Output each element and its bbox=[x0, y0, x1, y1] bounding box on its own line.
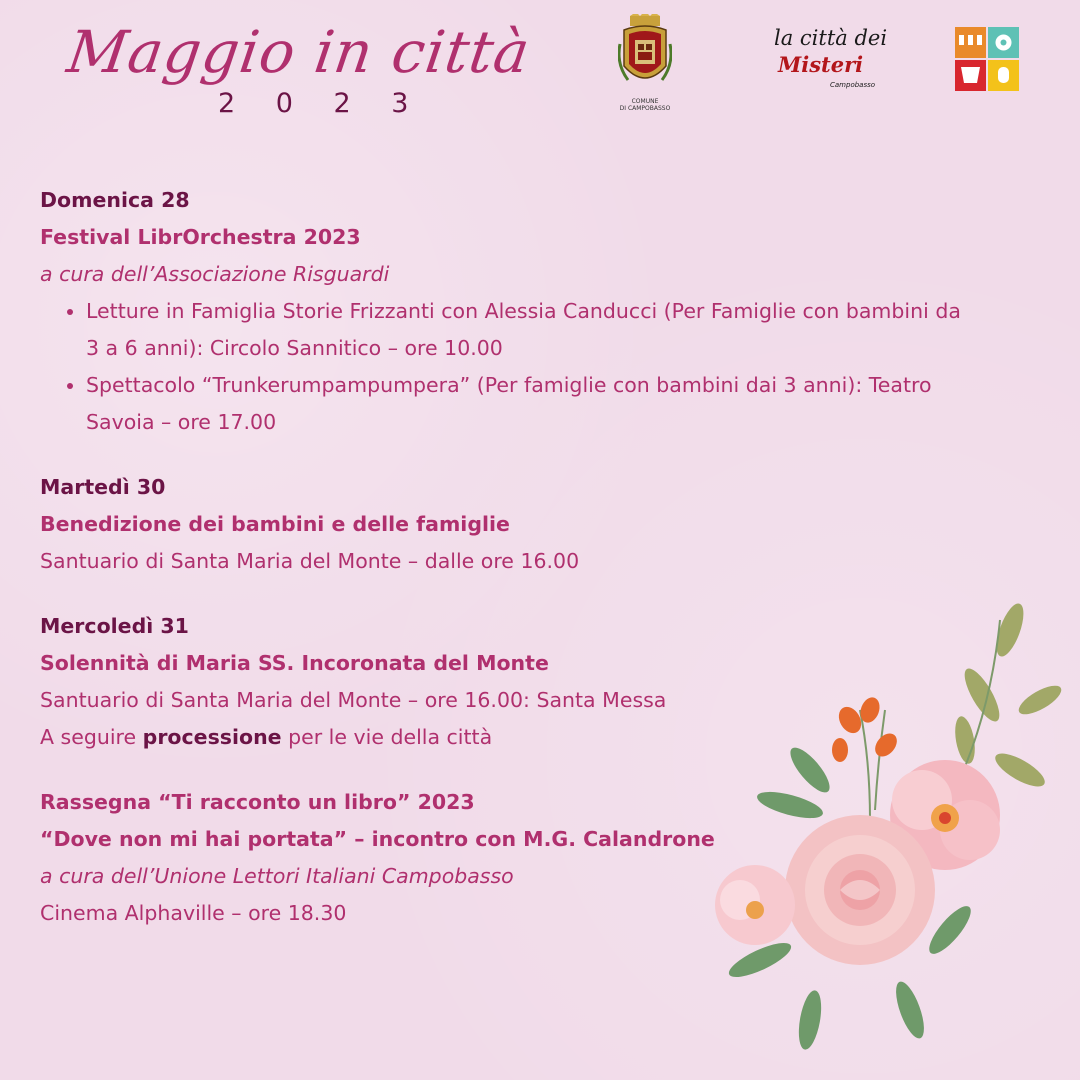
flower-bouquet-decoration bbox=[700, 600, 1080, 1060]
event-block-domenica bbox=[40, 182, 980, 441]
event-title: Solennità di Maria SS. Incoronata del Monte bbox=[40, 651, 549, 675]
castle-squares-logo bbox=[955, 27, 1019, 91]
event-day: Mercoledì 31 bbox=[40, 614, 189, 638]
list-item: • Spettacolo “Trunkerumpampumpera” (Per famiglie con bambini dai 3 anni): Teatro Savoia – ore 17.00 bbox=[86, 367, 980, 441]
event-title: Rassegna “Ti racconto un libro” 2023 bbox=[40, 790, 475, 814]
event-items bbox=[40, 293, 980, 441]
event-location: Cinema Alphaville – ore 18.30 bbox=[40, 901, 347, 925]
event-location: Santuario di Santa Maria del Monte – dalle ore 16.00 bbox=[40, 549, 580, 573]
event-follow-suffix: per le vie della città bbox=[281, 725, 493, 749]
misteri-logo-line1: la città dei bbox=[774, 26, 888, 50]
misteri-logo-line2: Misteri bbox=[778, 52, 864, 77]
page-title: Maggio in città bbox=[63, 18, 535, 86]
comune-caption-line1: COMUNE bbox=[631, 98, 659, 105]
event-follow-bold: processione bbox=[142, 725, 282, 749]
event-title: Festival LibrOrchestra 2023 bbox=[40, 225, 361, 249]
misteri-logo bbox=[772, 26, 902, 96]
list-item: • Letture in Famiglia Storie Frizzanti con Alessia Canducci (Per Famiglie con bambini da 3 a 6 anni): Circolo Sannitico – ore 10.00 bbox=[86, 293, 980, 367]
comune-caption bbox=[612, 98, 678, 112]
event-block-martedi bbox=[40, 469, 980, 580]
event-day: Domenica 28 bbox=[40, 188, 190, 212]
event-subtitle: “Dove non mi hai portata” – incontro con M.G. Calandrone bbox=[40, 827, 715, 851]
page-year: 2 0 2 3 bbox=[218, 88, 425, 119]
event-follow-prefix: A seguire bbox=[40, 725, 143, 749]
comune-caption-line2: DI CAMPOBASSO bbox=[619, 105, 671, 112]
castle-squares-logo-icon bbox=[955, 27, 1019, 91]
event-title: Benedizione dei bambini e delle famiglie bbox=[40, 512, 510, 536]
misteri-logo-line3: Campobasso bbox=[830, 81, 876, 89]
event-curated: a cura dell’Associazione Risguardi bbox=[40, 262, 390, 286]
event-location: Santuario di Santa Maria del Monte – ore 16.00: Santa Messa bbox=[40, 688, 667, 712]
event-curated: a cura dell’Unione Lettori Italiani Campobasso bbox=[40, 864, 514, 888]
event-day: Martedì 30 bbox=[40, 475, 166, 499]
coat-of-arms-icon bbox=[618, 14, 672, 96]
comune-logo bbox=[618, 14, 672, 110]
